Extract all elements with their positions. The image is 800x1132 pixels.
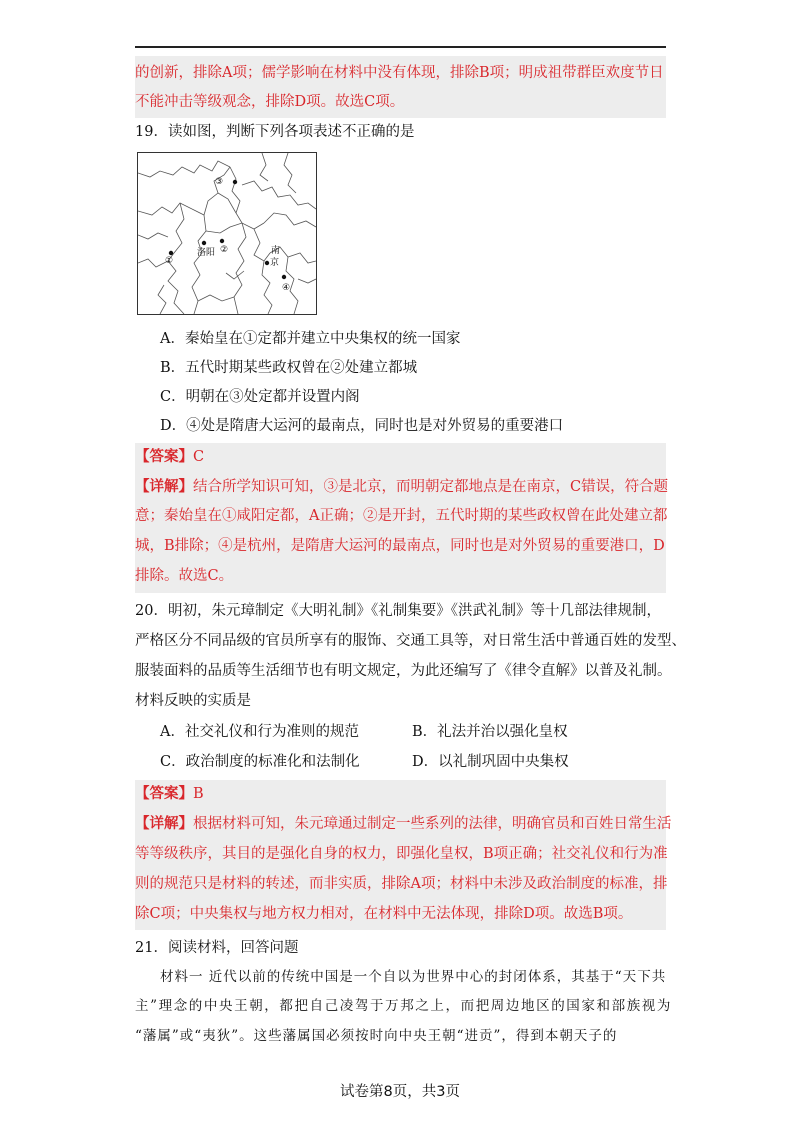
q20-option-d: D．以礼制巩固中央集权 [412, 754, 569, 770]
q20-option-a: A．社交礼仪和行为准则的规范 [160, 724, 359, 740]
q19-answer-value: C [193, 449, 205, 465]
q19-answer [135, 447, 204, 467]
map-label-luoyang: 洛阳 [197, 248, 216, 258]
q19-detail-line-1 [135, 477, 668, 497]
q20-answer-label: 【答案】 [135, 785, 193, 802]
q19-map [137, 152, 317, 315]
q20-answer [135, 784, 204, 804]
q21-material-line-2: 主”理念的中央王朝，都把自己凌驾于万邦之上，而把周边地区的国家和部族视为 [135, 998, 673, 1014]
q20-stem-line-3: 服装面料的品质等生活细节也有明文规定，为此还编写了《律令直解》以普及礼制。 [135, 663, 672, 679]
q20-detail-line-2: 等等级秩序，其目的是强化自身的权力，即强化皇权，B项正确；社交礼仪和行为准 [135, 846, 668, 862]
q19-detail-line-4: 排除。故选C。 [135, 568, 234, 584]
q21-material-line-1: 材料一 近代以前的传统中国是一个自以为世界中心的封闭体系，其基于“天下共 [160, 969, 667, 985]
q19-option-c: C．明朝在③处定都并设置内阁 [160, 389, 360, 405]
q20-detail-label: 【详解】 [135, 815, 193, 832]
map-marker-1: ① [165, 256, 174, 266]
map-marker-2: ② [220, 245, 229, 255]
q19-option-a: A．秦始皇在①定都并建立中央集权的统一国家 [160, 331, 461, 347]
q20-stem-line-2: 严格区分不同品级的官员所享有的服饰、交通工具等，对日常生活中普通百姓的发型、 [135, 633, 686, 649]
q20-detail-line-4: 除C项；中央集权与地方权力相对，在材料中无法体现，排除D项。故选B项。 [135, 906, 633, 922]
q19-detail-line-3: 城，B排除；④是杭州，是隋唐大运河的最南点，同时也是对外贸易的重要港口，D [135, 538, 665, 554]
q20-detail-text-1: 根据材料可知，朱元璋通过制定一些系列的法律，明确官员和百姓日常生活 [193, 816, 672, 832]
q19-detail-text-1: 结合所学知识可知，③是北京，而明朝定都地点是在南京，C错误，符合题 [193, 479, 669, 495]
q19-detail-line-2: 意；秦始皇在①咸阳定都，A正确；②是开封，五代时期的某些政权曾在此处建立都 [135, 508, 668, 524]
map-label-nan: 南 [271, 246, 281, 256]
q20-option-b: B．礼法并治以强化皇权 [412, 724, 568, 740]
q20-detail-line-1 [135, 814, 672, 834]
q20-stem-line-1: 20．明初，朱元璋制定《大明礼制》《礼制集要》《洪武礼制》等十几部法律规制， [135, 603, 661, 619]
map-marker-4: ④ [282, 283, 291, 293]
q19-detail-label: 【详解】 [135, 478, 193, 495]
q19-stem: 19．读如图，判断下列各项表述不正确的是 [135, 124, 415, 140]
q19-option-b: B．五代时期某些政权曾在②处建立都城 [160, 360, 418, 376]
q20-stem-line-4: 材料反映的实质是 [135, 693, 251, 709]
map-marker-3: ③ [215, 177, 224, 187]
q20-detail-line-3: 则的规范只是材料的转述，而非实质，排除A项；材料中未涉及政治制度的标准，排 [135, 876, 668, 892]
q21-material-line-3: “藩属”或“夷狄”。这些藩属国必须按时向中央王朝“进贡”，得到本朝天子的 [135, 1028, 618, 1044]
header-rule [135, 46, 666, 48]
map-label-jing: 京 [270, 258, 280, 268]
prev-answer-line-2: 不能冲击等级观念，排除D项。故选C项。 [135, 94, 405, 110]
q20-option-c: C．政治制度的标准化和法制化 [160, 754, 360, 770]
q19-answer-label: 【答案】 [135, 448, 193, 465]
q19-option-d: D．④处是隋唐大运河的最南点，同时也是对外贸易的重要港口 [160, 418, 564, 434]
q21-stem: 21．阅读材料，回答问题 [135, 940, 299, 956]
prev-answer-line-1: 的创新，排除A项；儒学影响在材料中没有体现，排除B项；明成祖带群臣欢度节日 [135, 65, 664, 81]
page-footer: 试卷第8页，共3页 [340, 1084, 460, 1100]
q20-answer-value: B [193, 786, 204, 802]
